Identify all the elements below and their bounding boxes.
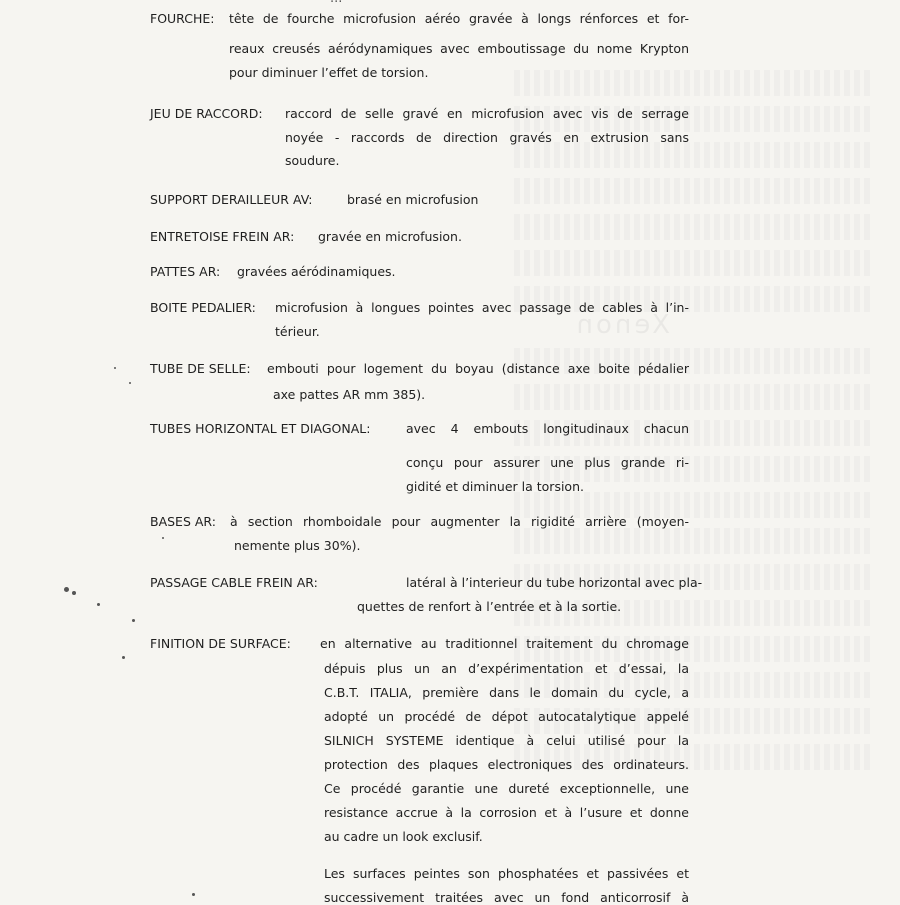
finition-line-1: en alternative au traditionnel traitement du chromage (320, 636, 689, 651)
tubes-hd-line-2: conçu pour assurer une plus grande ri- (406, 455, 689, 470)
bleed-brand: Xenon (573, 310, 670, 340)
term-jeu-de-raccord: JEU DE RACCORD: (150, 106, 263, 121)
term-boite-pedalier: BOITE PEDALIER: (150, 300, 256, 315)
finition-line-8: resistance accrue à la corrosion et à l’usure et donne (324, 805, 689, 820)
finition-line-7: Ce procédé garantie une dureté exceptionnelle, une (324, 781, 689, 796)
scan-speck (114, 367, 116, 369)
jeu-line-2: noyée - raccords de direction gravés en extrusion sans (285, 130, 689, 145)
finition-p2-line-1: Les surfaces peintes son phosphatées et passivées et (324, 866, 689, 881)
finition-line-2: dépuis plus un an d’expérimentation et d’essai, la (324, 661, 689, 676)
cut-off-header-line (330, 0, 342, 6)
finition-line-3: C.B.T. ITALIA, première dans le domain du cycle, a (324, 685, 689, 700)
finition-p2-line-2: successivement traitées avec un fond anticorrosif à (324, 890, 689, 905)
scan-speck (132, 619, 135, 622)
term-fourche: FOURCHE: (150, 11, 215, 26)
finition-line-6: protection des plaques electroniques des ordinateurs. (324, 757, 689, 772)
term-pattes-ar: PATTES AR: (150, 264, 221, 279)
jeu-line-3: soudure. (285, 153, 340, 168)
term-support-derailleur: SUPPORT DERAILLEUR AV: (150, 192, 313, 207)
term-tube-de-selle: TUBE DE SELLE: (150, 361, 251, 376)
term-bases-ar: BASES AR: (150, 514, 216, 529)
scan-speck (97, 603, 100, 606)
entretoise-line-1: gravée en microfusion. (318, 229, 462, 244)
finition-line-9: au cadre un look exclusif. (324, 829, 483, 844)
tubes-hd-line-1: avec 4 embouts longitudinaux chacun (406, 421, 689, 436)
term-tubes-horizontal-diagonal: TUBES HORIZONTAL ET DIAGONAL: (150, 421, 371, 436)
passage-line-2: quettes de renfort à l’entrée et à la sortie. (357, 599, 622, 614)
tube-selle-line-2: axe pattes AR mm 385). (273, 387, 426, 402)
scan-speck (64, 587, 69, 592)
term-finition-de-surface: FINITION DE SURFACE: (150, 636, 291, 651)
boite-line-1: microfusion à longues pointes avec passage de cables à l’in- (275, 300, 689, 315)
support-line-1: brasé en microfusion (347, 192, 479, 207)
fourche-line-3: pour diminuer l’effet de torsion. (229, 65, 429, 80)
fourche-line-1: tête de fourche microfusion aéréo gravée à longs rénforces et for- (229, 11, 689, 26)
bases-line-2: nemente plus 30%). (234, 538, 361, 553)
bases-line-1: à section rhomboidale pour augmenter la rigidité arrière (moyen- (230, 514, 689, 529)
fourche-line-2: reaux creusés aéródynamiques avec emboutissage du nome Krypton (229, 41, 689, 56)
scan-speck (192, 893, 195, 896)
scan-speck (162, 537, 164, 539)
tube-selle-line-1: embouti pour logement du boyau (distance axe boite pédalier (267, 361, 689, 376)
jeu-line-1: raccord de selle gravé en microfusion avec vis de serrage (285, 106, 689, 121)
term-passage-cable: PASSAGE CABLE FREIN AR: (150, 575, 318, 590)
finition-line-5: SILNICH SYSTEME identique à celui utilisé pour la (324, 733, 689, 748)
term-entretoise-frein: ENTRETOISE FREIN AR: (150, 229, 295, 244)
passage-line-1: latéral à l’interieur du tube horizontal avec pla- (406, 575, 703, 590)
scan-speck (129, 382, 131, 384)
scan-speck (72, 591, 76, 595)
boite-line-2: térieur. (275, 324, 320, 339)
pattes-line-1: gravées aéródinamiques. (237, 264, 396, 279)
finition-line-4: adopté un procédé de dépot autocatalytique appelé (324, 709, 689, 724)
tubes-hd-line-3: gidité et diminuer la torsion. (406, 479, 584, 494)
scan-speck (122, 656, 125, 659)
